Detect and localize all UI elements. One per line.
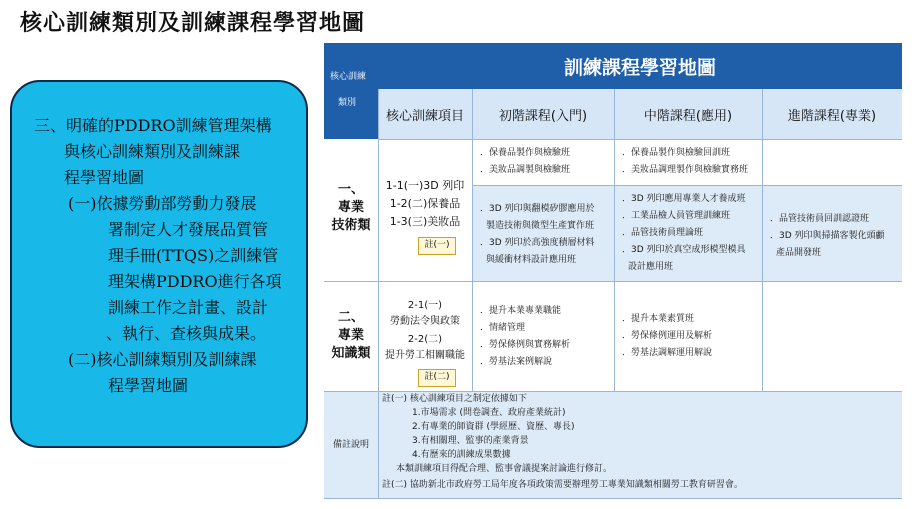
notes-label-cell: 備註說明 bbox=[324, 391, 378, 499]
callout-line: (二)核心訓練類別及訓練課 bbox=[68, 350, 257, 369]
corner-label-2: 類別 bbox=[338, 98, 357, 108]
callout-line: 與核心訓練類別及訓練課 bbox=[64, 142, 241, 161]
grid-line bbox=[324, 391, 902, 392]
map-title-cell bbox=[378, 43, 902, 89]
note-line: 本類訓練項目得配合理、監事會議提案討論進行修訂。 bbox=[396, 464, 613, 474]
cat2-note-button[interactable]: 註(二) bbox=[418, 369, 456, 387]
grid-line bbox=[324, 281, 902, 282]
col-header-items: 核心訓練項目 bbox=[378, 89, 472, 139]
cat1-items-cell bbox=[378, 139, 472, 281]
callout-box bbox=[10, 80, 308, 448]
cat2-item: 2-1(一) bbox=[407, 300, 443, 311]
cat1-mid-top: ．保養品製作與檢驗回訓班 ．美妝品調理製作與檢驗實務班 bbox=[614, 139, 762, 185]
cat1-item: 1-3(三)美妝品 bbox=[389, 215, 461, 228]
grid-line bbox=[378, 391, 379, 499]
cat1-note-button[interactable]: 註(一) bbox=[418, 237, 456, 255]
note-line: 4.有歷來的訓練成果數據 bbox=[412, 450, 511, 460]
notes-cell bbox=[378, 391, 902, 499]
grid-line bbox=[378, 89, 379, 391]
cat2-basic: ．提升本業專業職能 ．情緒管理 ．勞保條例與實務解析 ．勞基法案例解說 bbox=[472, 281, 614, 391]
callout-line: 程學習地圖 bbox=[64, 168, 145, 187]
grid-line bbox=[378, 139, 902, 140]
cat2-adv bbox=[762, 281, 902, 391]
note-line: 3.有相關理、監事的產業背景 bbox=[412, 436, 529, 446]
callout-line: 程學習地圖 bbox=[108, 376, 189, 395]
cat1-adv-bottom: ．品管技術員回訓認證班 ．3D 列印與掃描客製化頭顱 產品開發班 bbox=[762, 185, 902, 281]
grid-line bbox=[472, 89, 473, 391]
callout-line: 、執行、查核與成果。 bbox=[106, 324, 267, 343]
grid-line bbox=[324, 498, 902, 499]
callout-line: (一)依據勞動部勞動力發展 bbox=[68, 194, 257, 213]
cat2-label-cell: 二、 專業 知識類 bbox=[324, 281, 378, 391]
callout-line: 訓練工作之計畫、設計 bbox=[108, 298, 269, 317]
cat1-item: 1-1(一)3D 列印 bbox=[385, 179, 465, 192]
cat1-item: 1-2(二)保養品 bbox=[389, 197, 461, 210]
col-header-basic: 初階課程(入門) bbox=[472, 89, 614, 139]
learning-map-table bbox=[324, 43, 902, 499]
cat2-item: 提升勞工相關職能 bbox=[385, 350, 465, 361]
cat1-adv-top bbox=[762, 139, 902, 185]
note-line: 1.市場需求 (問卷調查、政府產業統計) bbox=[412, 408, 566, 418]
col-header-adv: 進階課程(專業) bbox=[762, 89, 902, 139]
callout-line: 理手冊(TTQS)之訓練管 bbox=[108, 246, 279, 265]
page-title: 核心訓練類別及訓練課程學習地圖 bbox=[20, 11, 366, 36]
corner-header bbox=[324, 43, 378, 139]
callout-line: 署制定人才發展品質管 bbox=[108, 220, 269, 239]
grid-line bbox=[472, 185, 902, 186]
cat1-label-cell: 一、 專業 技術類 bbox=[324, 139, 378, 281]
callout-line: 理架構PDDRO進行各項 bbox=[108, 272, 282, 291]
cat1-basic-bottom: ．3D 列印與翻模矽膠應用於 製造技術與微型生產實作班 ．3D 列印於高強度積層材料 與緩衝材料設計應用班 bbox=[472, 185, 614, 281]
note-line: 註(一) 核心訓練項目之制定依據如下 bbox=[382, 394, 527, 404]
grid-line bbox=[762, 89, 763, 391]
note-line: 2.有專業的師資群 (學經歷、資歷、專長) bbox=[412, 422, 575, 432]
cat2-items-cell bbox=[378, 281, 472, 391]
col-header-mid: 中階課程(應用) bbox=[614, 89, 762, 139]
cat2-item: 勞動法令與政策 bbox=[390, 316, 460, 327]
cat2-item: 2-2(二) bbox=[407, 334, 443, 345]
cat2-mid: ．提升本業素質班 ．勞保條例運用及解析 ．勞基法調解運用解說 bbox=[614, 281, 762, 391]
note-line: 註(二) 協助新北市政府勞工局年度各項政策需要辦理勞工專業知識類相關勞工教育研習會。 bbox=[382, 480, 743, 490]
cat1-basic-top: ．保養品製作與檢驗班 ．美妝品調製與檢驗班 bbox=[472, 139, 614, 185]
grid-line bbox=[614, 89, 615, 391]
corner-label-1: 核心訓練 bbox=[330, 72, 367, 82]
callout-line: 三、明確的PDDRO訓練管理架構 bbox=[34, 116, 272, 135]
cat1-mid-bottom: ．3D 列印應用專業人才養成班 ．工業品檢人員管理訓練班 ．品管技術員理論班 ．3D 列印於真空成形模型模具 設計應用班 bbox=[614, 185, 762, 281]
map-title: 訓練課程學習地圖 bbox=[563, 57, 716, 79]
